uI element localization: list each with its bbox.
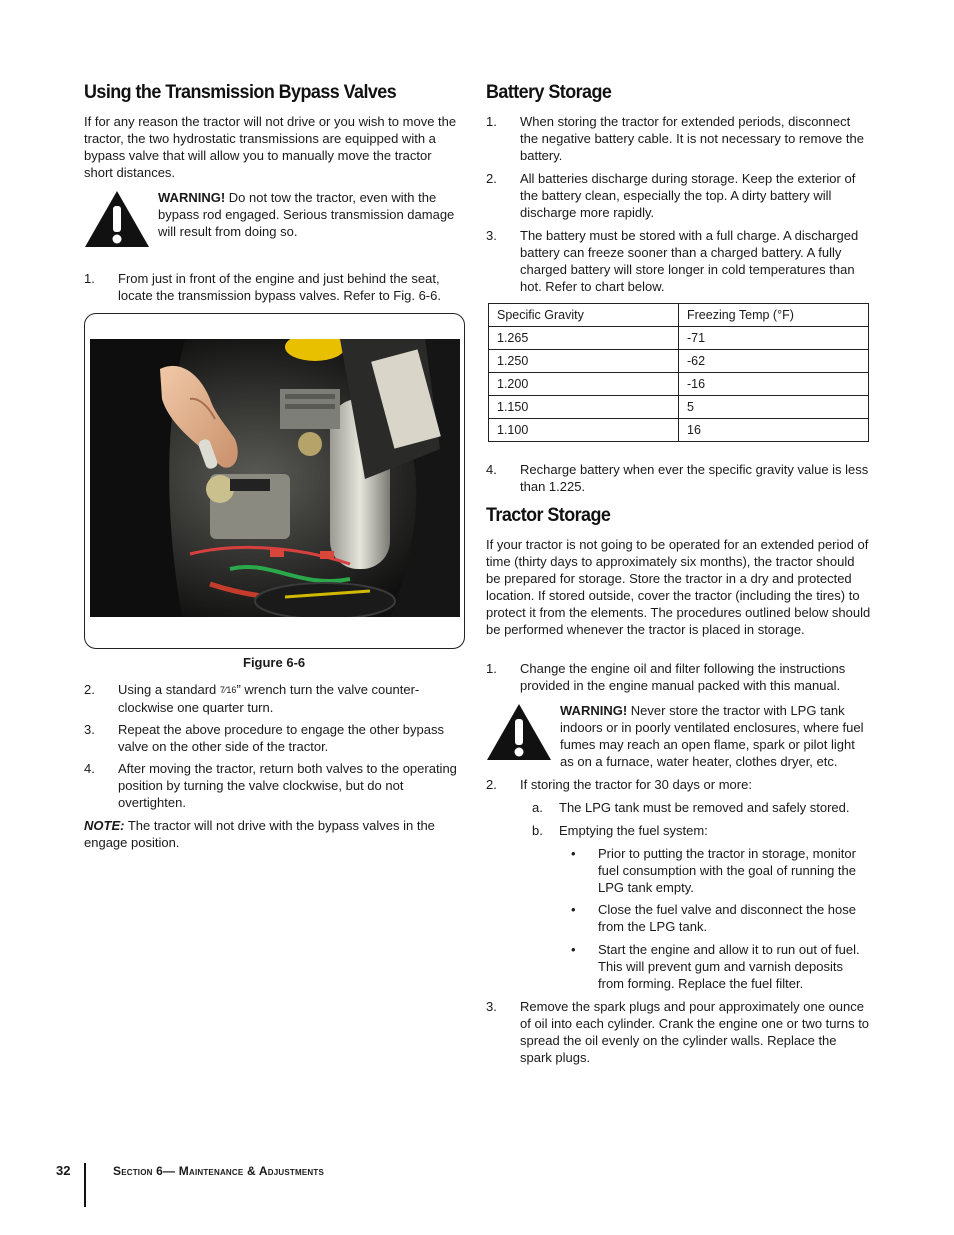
- step-number: 2.: [486, 171, 497, 186]
- transmission-photo: [90, 339, 460, 617]
- table-cell: -71: [679, 327, 869, 350]
- table-cell: 1.100: [489, 419, 679, 442]
- step-number: 3.: [486, 228, 497, 243]
- step-text: If storing the tractor for 30 days or more:: [520, 777, 752, 792]
- step-number: 4.: [486, 462, 497, 477]
- warning-label: WARNING!: [560, 703, 628, 718]
- bullet-dot: •: [571, 846, 576, 861]
- step-number: 3.: [486, 999, 497, 1014]
- table-cell: 16: [679, 419, 869, 442]
- table-cell: 1.200: [489, 373, 679, 396]
- step-text: When storing the tractor for extended periods, disconnect the negative battery cable. It is not necessary to remove the battery.: [520, 114, 864, 163]
- figure-caption: Figure 6-6: [243, 655, 306, 670]
- step-text-post: ” wrench turn the valve counter-clockwise one quarter turn.: [118, 682, 420, 715]
- table-header-cell: Freezing Temp (°F): [679, 304, 869, 327]
- step-number: 2.: [486, 777, 497, 792]
- step-number: 4.: [84, 761, 95, 776]
- step-text: Remove the spark plugs and pour approximately one ounce of oil into each cylinder. Crank the engine one or two turns to spread the oil evenly on the cylinder walls. Replace the spark plugs.: [520, 999, 870, 1065]
- sub-step-text: Emptying the fuel system:: [559, 823, 708, 838]
- step-text: [118, 681, 464, 716]
- step-text: From just in front of the engine and just behind the seat, locate the transmission bypass valves. Refer to Fig. 6-6.: [118, 271, 441, 303]
- sub-step-text: The LPG tank must be removed and safely stored.: [559, 800, 850, 815]
- heading-bypass-valves: Using the Transmission Bypass Valves: [84, 81, 397, 103]
- step-text: All batteries discharge during storage. Keep the exterior of the battery clean, especially the top. A dirty battery will discharge more rapidly.: [520, 171, 856, 220]
- heading-tractor-storage: Tractor Storage: [486, 504, 611, 526]
- bullet-dot: •: [571, 902, 576, 917]
- bullet-dot: •: [571, 942, 576, 957]
- warning-triangle-icon: [486, 703, 552, 761]
- bypass-intro: If for any reason the tractor will not drive or you wish to move the tractor, the two hydrostatic transmissions are equipped with a bypass valve that will allow you to manually move the tractor short distances.: [84, 114, 457, 180]
- step-text: Repeat the above procedure to engage the other bypass valve on the other side of the tractor.: [118, 722, 444, 754]
- fraction-7-16: 7⁄16: [219, 685, 237, 695]
- lpg-warning: [560, 702, 872, 770]
- sub-step-label: b.: [532, 823, 543, 838]
- figure-photo: [90, 339, 460, 617]
- step-text: The battery must be stored with a full charge. A discharged battery can freeze sooner than a charged battery. A fully charged battery will store longer in cold temperatures than hot. Refer to chart below.: [520, 228, 859, 294]
- step-number: 1.: [84, 271, 95, 286]
- bullet-text: Close the fuel valve and disconnect the hose from the LPG tank.: [598, 902, 857, 934]
- table-row: [489, 419, 869, 442]
- table-cell: 5: [679, 396, 869, 419]
- table-header-row: [489, 304, 869, 327]
- step-number: 3.: [84, 722, 95, 737]
- section-title: Section 6— Maintenance & Adjustments: [113, 1164, 324, 1178]
- table-row: [489, 350, 869, 373]
- note-label: NOTE:: [84, 818, 125, 833]
- step-number: 1.: [486, 661, 497, 676]
- step-text: After moving the tractor, return both valves to the operating position by turning the valve clockwise, but do not overtighten.: [118, 761, 457, 810]
- warning-text: Do not tow the tractor, even with the bypass rod engaged. Serious transmission damage will result from doing so.: [158, 190, 455, 239]
- step-number: 1.: [486, 114, 497, 129]
- page-number: 32: [56, 1163, 71, 1178]
- table-cell: 1.265: [489, 327, 679, 350]
- table-header-cell: Specific Gravity: [489, 304, 679, 327]
- sub-step-label: a.: [532, 800, 543, 815]
- step-text: Change the engine oil and filter following the instructions provided in the engine manual packed with this manual.: [520, 661, 846, 693]
- table-row: [489, 396, 869, 419]
- table-cell: 1.150: [489, 396, 679, 419]
- bullet-text: Prior to putting the tractor in storage, monitor fuel consumption with the goal of running the LPG tank empty.: [598, 846, 857, 895]
- step-text: Recharge battery when ever the specific gravity value is less than 1.225.: [520, 462, 869, 494]
- bypass-note: [84, 817, 464, 851]
- table-cell: -62: [679, 350, 869, 373]
- note-text: The tractor will not drive with the bypass valves in the engage position.: [84, 818, 435, 850]
- table-row: [489, 373, 869, 396]
- step-text-pre: Using a standard: [118, 682, 220, 697]
- table-cell: 1.250: [489, 350, 679, 373]
- bullet-text: Start the engine and allow it to run out of fuel. This will prevent gum and varnish deposits from forming. Replace the fuel filter.: [598, 942, 860, 991]
- step-number: 2.: [84, 682, 95, 697]
- table-row: [489, 327, 869, 350]
- warning-triangle-icon: [84, 190, 150, 248]
- warning-label: WARNING!: [158, 190, 226, 205]
- tractor-intro: If your tractor is not going to be operated for an extended period of time (thirty days to approximately six months), the tractor should be prepared for storage. Store the tractor in a dry and protected location. If stored outside, cover the tractor (including the tires) to protect it from the elements. The procedures outlined below should be performed whenever the tractor is placed in storage.: [486, 537, 871, 637]
- footer-divider: [84, 1163, 86, 1207]
- heading-battery-storage: Battery Storage: [486, 81, 612, 103]
- warning-text: Never store the tractor with LPG tank indoors or in poorly ventilated enclosures, where fuel fumes may reach an open flame, spark or pilot light as on a furnace, water heater, clothes dryer, etc.: [560, 703, 864, 769]
- specific-gravity-table: [488, 303, 869, 442]
- table-cell: -16: [679, 373, 869, 396]
- bypass-warning: [158, 189, 464, 240]
